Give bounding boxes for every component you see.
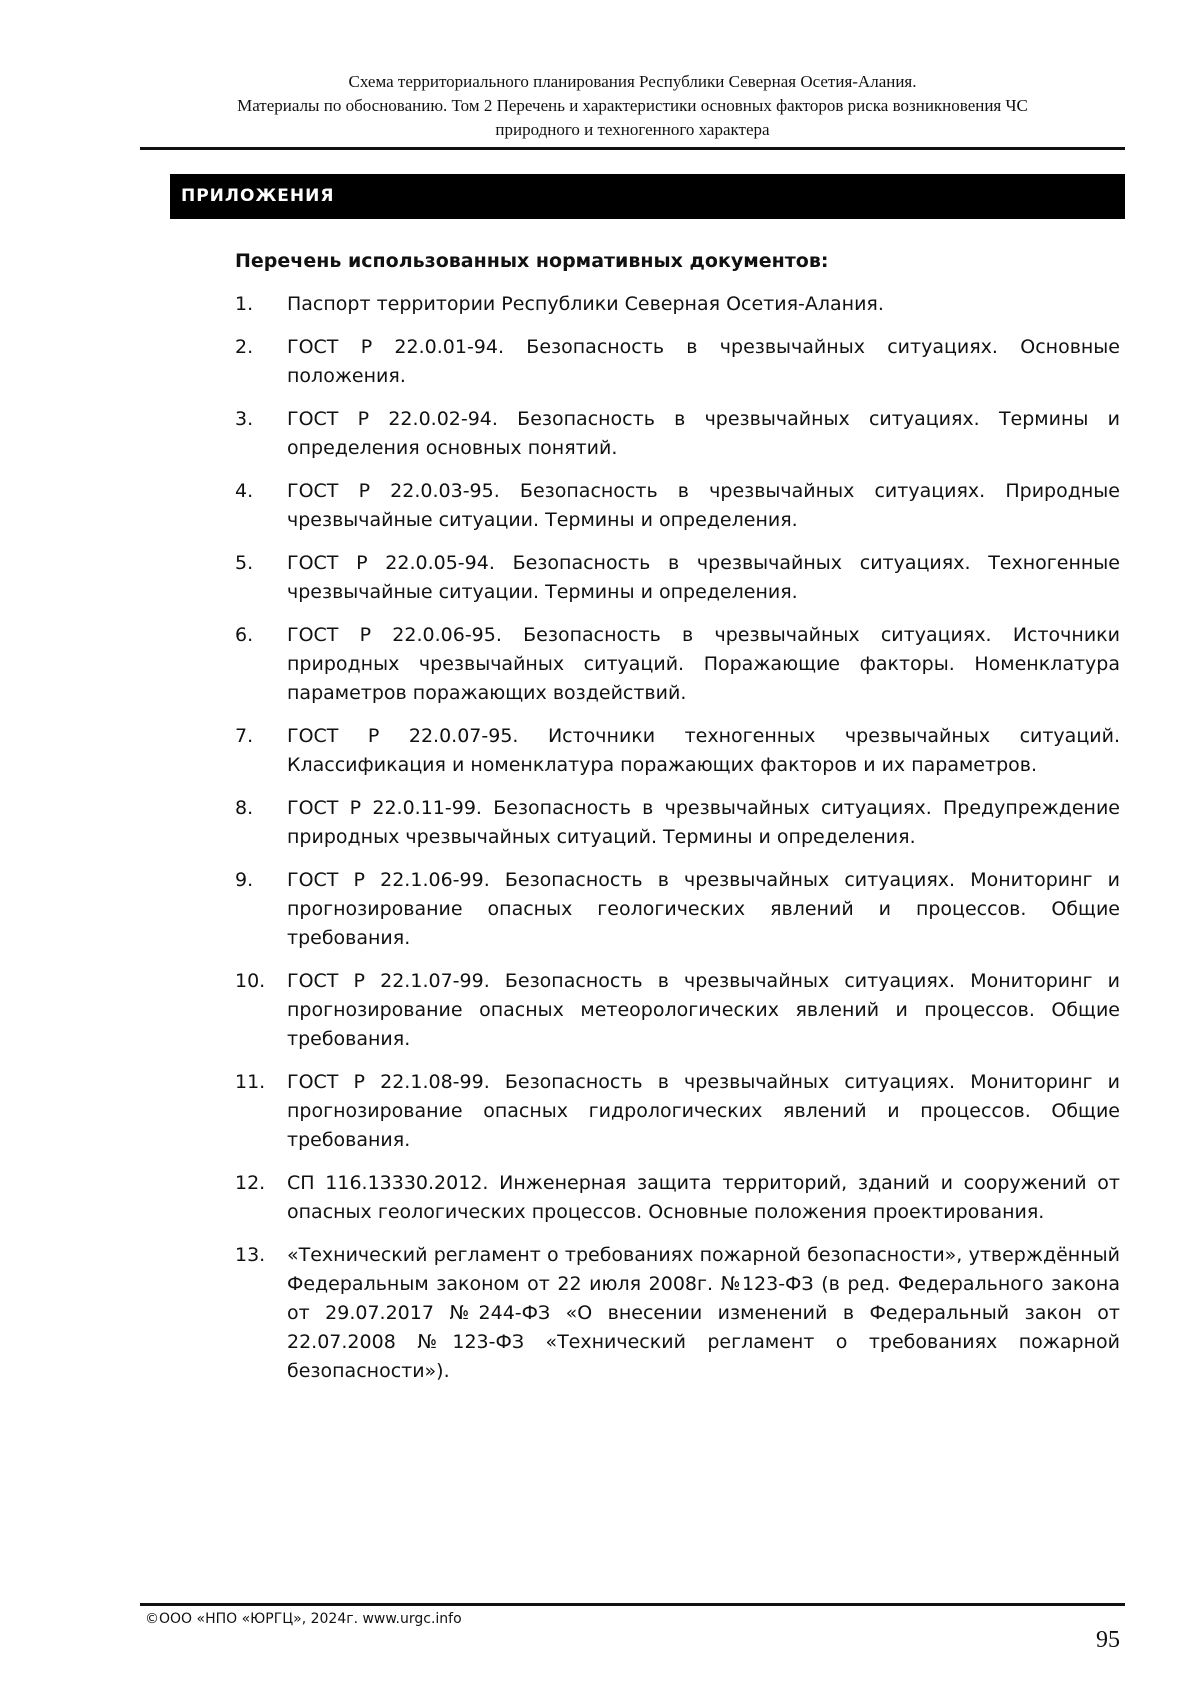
- list-item: [235, 405, 1120, 463]
- item-text: ГОСТ Р 22.0.05-94. Безопасность в чрезвычайных ситуациях. Техногенные чрезвычайные ситуации. Термины и определения.: [287, 552, 1120, 603]
- item-text: ГОСТ Р 22.0.01-94. Безопасность в чрезвычайных ситуациях. Основные положения.: [287, 336, 1120, 387]
- header-line-1: Схема территориального планирования Республики Северная Осетия-Алания.: [348, 72, 917, 91]
- list-item: [235, 549, 1120, 607]
- header-line-3: природного и техногенного характера: [495, 120, 770, 139]
- item-number: 3.: [235, 408, 254, 430]
- item-text: Паспорт территории Республики Северная Осетия-Алания.: [287, 293, 884, 315]
- list-item: [235, 477, 1120, 535]
- section-title: ПРИЛОЖЕНИЯ: [170, 174, 1125, 219]
- item-number: 2.: [235, 336, 254, 358]
- item-number: 10.: [235, 970, 266, 992]
- list-title: Перечень использованных нормативных документов:: [235, 250, 829, 272]
- list-item: [235, 333, 1120, 391]
- item-number: 1.: [235, 293, 254, 315]
- document-list-section: [235, 247, 1120, 1400]
- header-line-2: Материалы по обоснованию. Том 2 Перечень и характеристики основных факторов риска возникновения ЧС: [237, 96, 1028, 115]
- item-number: 9.: [235, 869, 254, 891]
- page-number: 95: [1096, 1627, 1120, 1653]
- footer-divider: [140, 1603, 1125, 1606]
- item-number: 6.: [235, 624, 254, 646]
- item-number: 13.: [235, 1244, 266, 1266]
- item-text: ГОСТ Р 22.0.07-95. Источники техногенных чрезвычайных ситуаций. Классификация и номенклатура поражающих факторов и их параметров.: [287, 725, 1120, 776]
- item-text: ГОСТ Р 22.0.02-94. Безопасность в чрезвычайных ситуациях. Термины и определения основных понятий.: [287, 408, 1120, 459]
- item-text: «Технический регламент о требованиях пожарной безопасности», утверждённый Федеральным законом от 22 июля 2008г. №123-ФЗ (в ред. Федерального закона от 29.07.2017 №244-ФЗ «О внесении изменений в Федеральный закон от 22.07.2008 №123-ФЗ «Технический регламент о требованиях пожарной безопасности»).: [287, 1244, 1120, 1382]
- item-number: 7.: [235, 725, 254, 747]
- item-text: ГОСТ Р 22.1.06-99. Безопасность в чрезвычайных ситуациях. Мониторинг и прогнозирование опасных геологических явлений и процессов. Общие требования.: [287, 869, 1120, 949]
- document-list: [235, 290, 1120, 1386]
- item-number: 8.: [235, 797, 254, 819]
- footer-copyright: ©ООО «НПО «ЮРГЦ», 2024г. www.urgc.info: [145, 1611, 462, 1627]
- list-item: [235, 1068, 1120, 1155]
- list-item: [235, 866, 1120, 953]
- item-number: 12.: [235, 1172, 266, 1194]
- item-text: ГОСТ Р 22.0.11-99. Безопасность в чрезвычайных ситуациях. Предупреждение природных чрезвычайных ситуаций. Термины и определения.: [287, 797, 1120, 848]
- list-item: [235, 1169, 1120, 1227]
- item-number: 4.: [235, 480, 254, 502]
- list-item: [235, 967, 1120, 1054]
- list-item: [235, 621, 1120, 708]
- list-item: [235, 1241, 1120, 1386]
- item-text: ГОСТ Р 22.1.07-99. Безопасность в чрезвычайных ситуациях. Мониторинг и прогнозирование опасных метеорологических явлений и процессов. Общие требования.: [287, 970, 1120, 1050]
- item-text: ГОСТ Р 22.0.03-95. Безопасность в чрезвычайных ситуациях. Природные чрезвычайные ситуации. Термины и определения.: [287, 480, 1120, 531]
- list-item: [235, 290, 1120, 319]
- item-text: СП 116.13330.2012. Инженерная защита территорий, зданий и сооружений от опасных геологических процессов. Основные положения проектирования.: [287, 1172, 1120, 1223]
- list-item: [235, 794, 1120, 852]
- item-text: ГОСТ Р 22.1.08-99. Безопасность в чрезвычайных ситуациях. Мониторинг и прогнозирование опасных гидрологических явлений и процессов. Общие требования.: [287, 1071, 1120, 1151]
- list-item: [235, 722, 1120, 780]
- page-header: [140, 70, 1125, 142]
- item-number: 11.: [235, 1071, 266, 1093]
- item-text: ГОСТ Р 22.0.06-95. Безопасность в чрезвычайных ситуациях. Источники природных чрезвычайных ситуаций. Поражающие факторы. Номенклатура параметров поражающих воздействий.: [287, 624, 1120, 704]
- header-divider: [140, 147, 1125, 150]
- item-number: 5.: [235, 552, 254, 574]
